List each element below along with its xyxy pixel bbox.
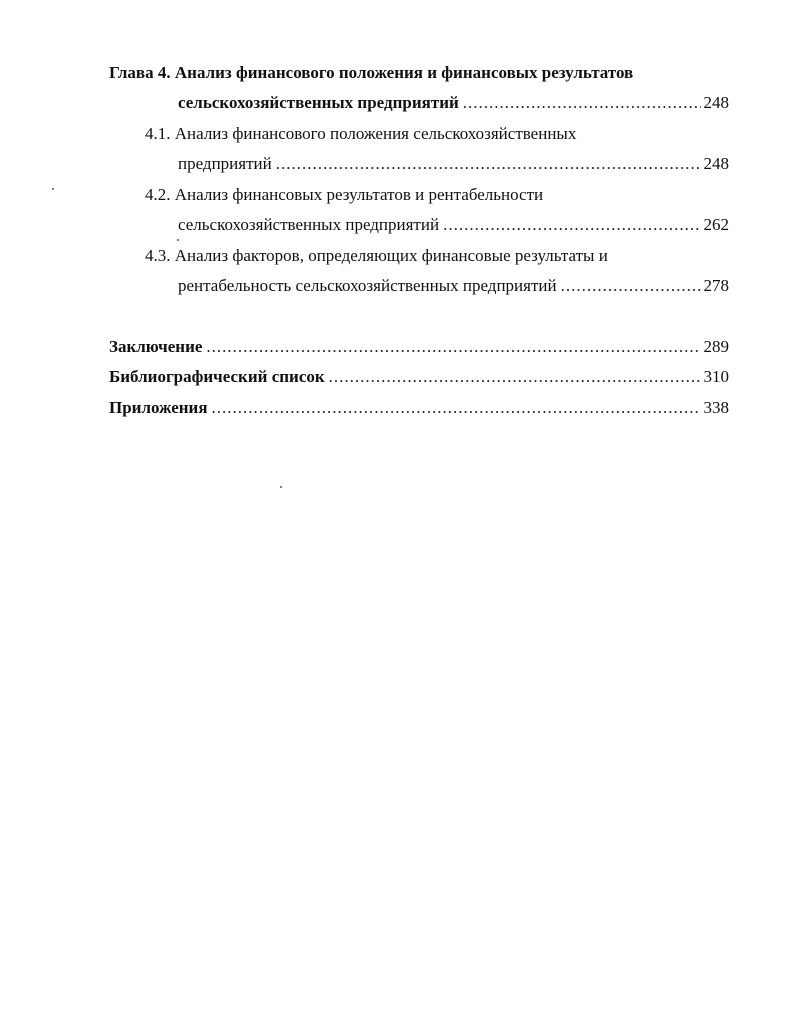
toc-conclusion-page: 289 — [703, 337, 729, 356]
toc-conclusion-entry — [109, 334, 729, 360]
toc-section-4-1-title: 4.1. Анализ финансового положения сельскохозяйственных — [145, 124, 577, 143]
toc-chapter-4-title-line — [109, 60, 729, 86]
toc-section-4-2-page: 262 — [703, 215, 729, 234]
toc-section-4-2-entry — [178, 212, 729, 238]
toc-section-4-3-title: 4.3. Анализ факторов, определяющих финансовые результаты и — [145, 246, 608, 265]
dot-leader — [212, 395, 701, 421]
toc-appendices-page: 338 — [703, 398, 729, 417]
toc-appendices-entry — [109, 395, 729, 421]
toc-conclusion-title: Заключение — [109, 337, 203, 356]
dot-leader — [329, 364, 701, 390]
toc-chapter-4-title: Глава 4. Анализ финансового положения и финансовых результатов — [109, 63, 634, 82]
toc-bibliography-title: Библиографический список — [109, 367, 325, 386]
toc-section-4-1-page: 248 — [703, 154, 729, 173]
toc-chapter-4-entry — [178, 90, 729, 116]
toc-section-4-1-entry — [178, 151, 729, 177]
scan-speck — [280, 486, 282, 488]
toc-chapter-4-subtitle: сельскохозяйственных предприятий — [178, 93, 459, 112]
toc-chapter-4-page: 248 — [703, 93, 729, 112]
toc-bibliography-entry — [109, 364, 729, 390]
toc-section-4-2-title-line — [145, 182, 729, 208]
dot-leader — [561, 273, 701, 299]
toc-section-4-3-subtitle: рентабельность сельскохозяйственных предприятий — [178, 276, 557, 295]
scan-speck — [177, 239, 179, 241]
toc-bibliography-page: 310 — [703, 367, 729, 386]
toc-section-4-3-entry — [178, 273, 729, 299]
toc-section-4-2-subtitle: сельскохозяйственных предприятий — [178, 215, 440, 234]
dot-leader — [276, 151, 701, 177]
dot-leader — [443, 212, 700, 238]
toc-section-4-2-title: 4.2. Анализ финансовых результатов и рентабельности — [145, 185, 544, 204]
scan-speck — [52, 188, 54, 190]
toc-appendices-title: Приложения — [109, 398, 208, 417]
toc-section-4-1-title-line — [145, 121, 729, 147]
dot-leader — [206, 334, 700, 360]
dot-leader — [463, 90, 701, 116]
toc-section-4-3-page: 278 — [703, 276, 729, 295]
toc-section-4-1-subtitle: предприятий — [178, 154, 272, 173]
toc-section-4-3-title-line — [145, 243, 729, 269]
